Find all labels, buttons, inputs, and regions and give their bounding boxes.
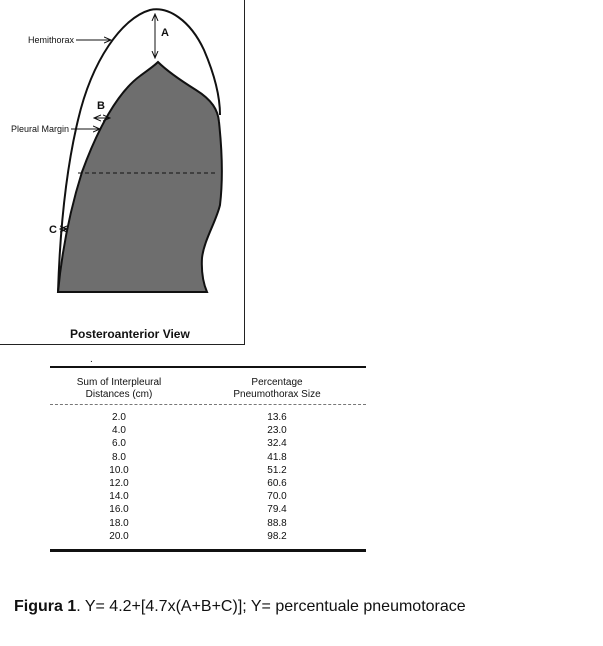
table-row: 4.0 23.0 (112, 425, 287, 437)
table-body (50, 405, 366, 549)
table-bottom-rule (50, 549, 366, 552)
header-percentage: Percentage Pneumothorax Size (233, 377, 321, 400)
table-row: 2.0 13.6 (112, 412, 287, 423)
table-row: 6.0 32.4 (112, 438, 287, 450)
table-row: 20.0 98.2 (109, 530, 287, 542)
label-c: C (49, 224, 57, 236)
lung-diagram (0, 0, 245, 345)
caption-formula: . Y= 4.2+[4.7x(A+B+C)]; Y= percentuale pneumotorace (76, 598, 466, 615)
label-b: B (97, 100, 105, 112)
hemithorax-label: Hemithorax (28, 35, 75, 45)
table-row: 8.0 41.8 (112, 451, 287, 463)
separator-dot: . (90, 354, 93, 365)
table-row: 18.0 88.8 (109, 517, 287, 529)
pneumothorax-table (50, 366, 366, 552)
figure-caption (14, 598, 466, 616)
label-a: A (161, 27, 169, 39)
table-row: 14.0 70.0 (109, 491, 287, 503)
pleural-margin-label: Pleural Margin (11, 124, 70, 134)
header-distance: Sum of Interpleural Distances (cm) (76, 377, 162, 400)
collapsed-lung (58, 62, 222, 292)
table-row: 10.0 51.2 (109, 464, 287, 476)
table-row: 12.0 60.6 (109, 477, 287, 489)
table-header (50, 368, 366, 401)
table-row: 16.0 79.4 (109, 504, 287, 516)
caption-figure-number: Figura 1 (14, 598, 77, 615)
view-title: Posteroanterior View (70, 327, 190, 341)
